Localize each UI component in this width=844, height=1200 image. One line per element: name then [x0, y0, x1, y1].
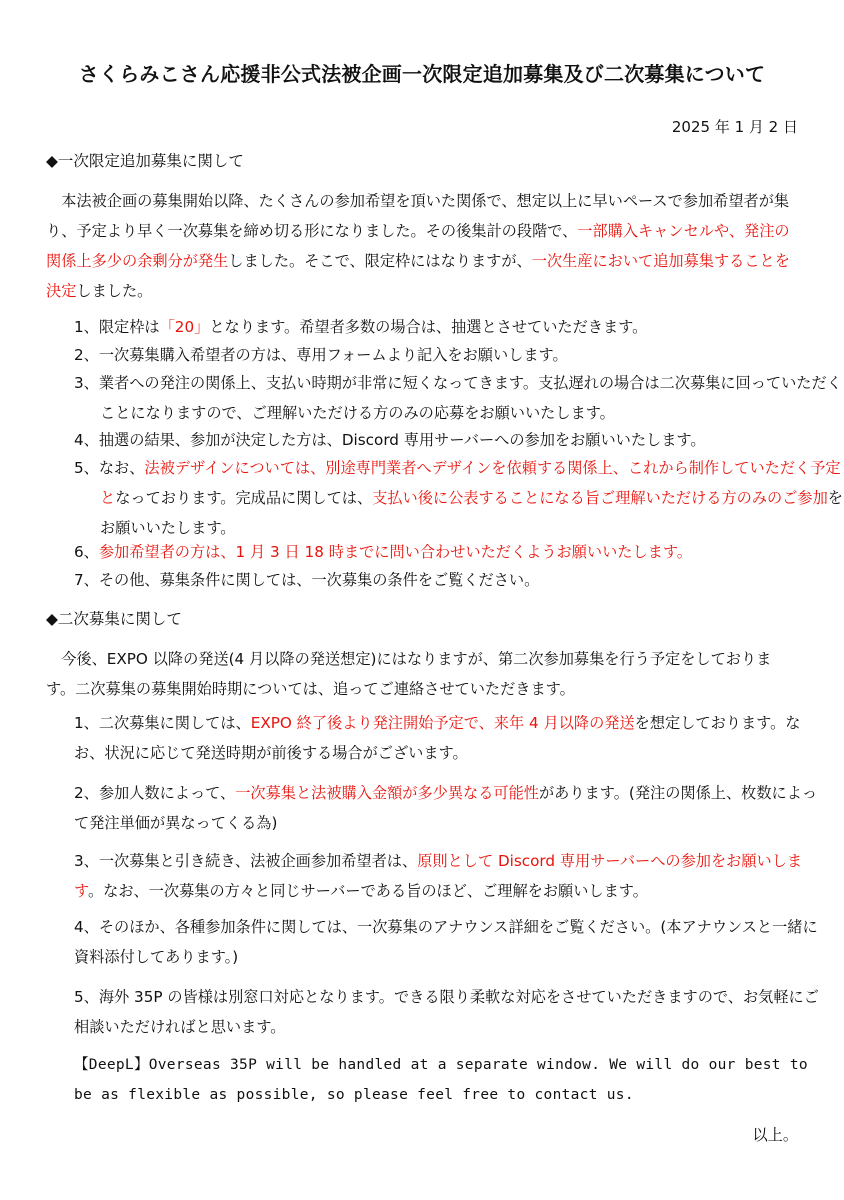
section1-item-1	[46, 312, 844, 342]
section1-heading: ◆一次限定追加募集に関して	[46, 152, 244, 170]
section1-item-4	[46, 425, 844, 455]
body-text: 1、二次募集に関しては、	[74, 714, 251, 732]
body-text: 。なお、一次募集の方々と同じサーバーである旨のほど、ご理解をお願いします。	[87, 882, 648, 900]
body-text: をお願いいたします。	[100, 489, 843, 537]
emphasis-text: 一部購入キャンセルや、発注の関係上多少の余剰分が発生	[46, 222, 790, 270]
emphasis-text: 参加希望者の方は、1 月 3 日 18 時までに問い合わせいただくようお願いいたします。	[98, 543, 692, 561]
section1-item-3	[46, 368, 844, 428]
emphasis-text: 一次生産において追加募集することを決定	[46, 252, 790, 300]
section1-intro	[46, 186, 798, 306]
body-text: しました。そこで、限定枠にはなりますが、	[228, 252, 532, 270]
section2-heading: ◆二次募集に関して	[46, 610, 182, 628]
section2-item-5	[46, 982, 826, 1042]
body-text: となります。希望者多数の場合は、抽選とさせていただきます。	[209, 318, 648, 336]
body-text: 5、海外 35P の皆様は別窓口対応となります。できる限り柔軟な対応をさせていただきますので、お気軽にご相談いただければと思います。	[74, 988, 819, 1036]
emphasis-text: 法被デザインについては、別途専門業者へデザインを依頼する関係上、これから制作していただく予定と	[100, 459, 841, 507]
body-text: 2、一次募集購入希望者の方は、専用フォームより記入をお願いします。	[74, 346, 568, 364]
emphasis-text: 原則として Discord 専用サーバーへの参加をお願いします	[74, 852, 803, 900]
emphasis-text: 「20」	[159, 318, 210, 336]
body-text: 3、一次募集と引き続き、法被企画参加希望者は、	[74, 852, 418, 870]
section2-intro	[46, 644, 798, 704]
emphasis-text: EXPO 終了後より発注開始予定で、来年 4 月以降の発送	[250, 714, 635, 732]
emphasis-text: 支払い後に公表することになる旨ご理解いただける方のみのご参加	[372, 489, 828, 507]
body-text: 5、なお、	[74, 459, 145, 477]
section1-item-6	[46, 537, 844, 567]
section2-item-2	[46, 778, 826, 838]
body-text: 1、限定枠は	[74, 318, 160, 336]
section1-item-5	[46, 453, 844, 543]
body-text: しました。	[76, 282, 153, 300]
body-text: 今後、EXPO 以降の発送(4 月以降の発送想定)にはなりますが、第二次参加募集を行う予定をしております。二次募集の募集開始時期については、追ってご連絡させていただきます。	[46, 650, 772, 698]
body-text: 4、抽選の結果、参加が決定した方は、Discord 専用サーバーへの参加をお願いいたします。	[74, 431, 706, 449]
body-text: なっております。完成品に関しては、	[115, 489, 373, 507]
body-text: 7、その他、募集条件に関しては、一次募集の条件をご覧ください。	[74, 571, 540, 589]
section1-item-2	[46, 340, 844, 370]
section1-item-7	[46, 565, 844, 595]
page-title: さくらみこさん応援非公式法被企画一次限定追加募集及び二次募集について	[78, 62, 766, 86]
body-text: 3、業者への発注の関係上、支払い時期が非常に短くなってきます。支払遅れの場合は二次募集に回っていただくことになりますので、ご理解いただける方のみの応募をお願いいたします。	[74, 374, 842, 422]
body-text: を想定しております。なお、状況に応じて発送時期が前後する場合がございます。	[74, 714, 801, 762]
section2-item-4	[46, 912, 826, 972]
section2-item-3	[46, 846, 826, 906]
closing-text: 以上。	[752, 1126, 798, 1144]
body-text: 2、参加人数によって、	[74, 784, 236, 802]
body-text: 6、	[74, 543, 99, 561]
body-text: があります。(発注の関係上、枚数によって発注単価が異なってくる為)	[74, 784, 818, 832]
body-text: 本法被企画の募集開始以降、たくさんの参加希望を頂いた関係で、想定以上に早いペースで参加希望者が集り、予定より早く一次募集を締め切る形になりました。その後集計の段階で、	[46, 192, 790, 240]
document-date: 2025 年 1 月 2 日	[671, 118, 798, 136]
deepl-translation: 【DeepL】Overseas 35P will be handled at a separate window. We will do our best to be as flexible as possible, so please feel free to contact us.	[74, 1057, 808, 1103]
section2-item-1	[46, 708, 826, 768]
emphasis-text: 一次募集と法被購入金額が多少異なる可能性	[235, 784, 539, 802]
body-text: 4、そのほか、各種参加条件に関しては、一次募集のアナウンス詳細をご覧ください。(本アナウンスと一緒に資料添付してあります。)	[74, 918, 818, 966]
